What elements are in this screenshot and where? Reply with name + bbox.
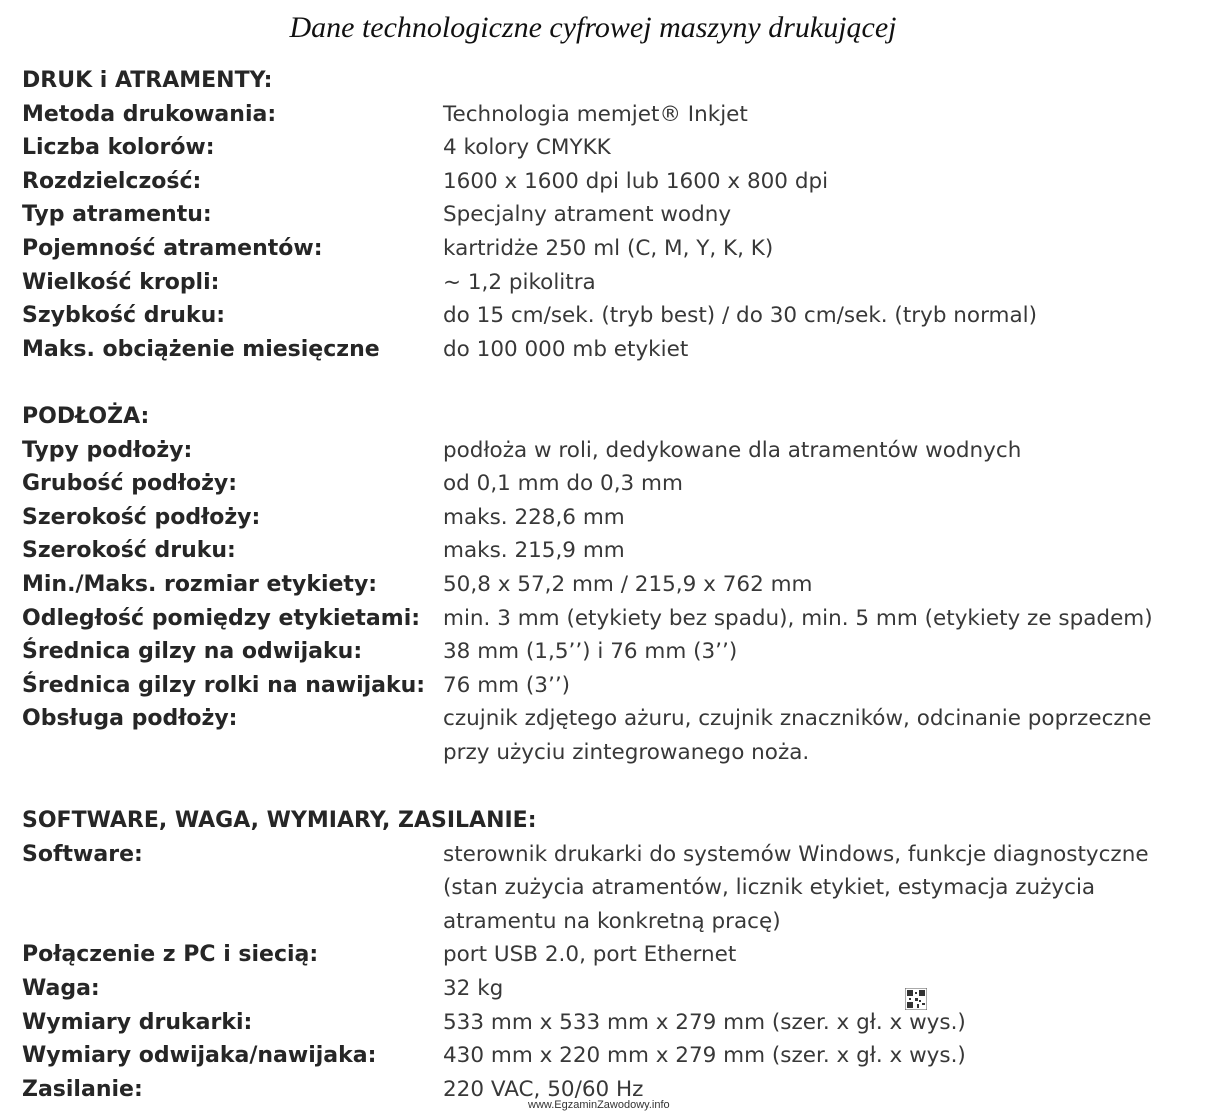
spec-label: Typy podłoży: [22,437,193,463]
spec-label: Wielkość kropli: [22,269,220,295]
spec-row-software [22,838,1192,939]
spec-value-line: maks. 215,9 mm [443,538,625,564]
spec-value-line: 4 kolory CMYKK [443,135,611,161]
spec-row-waga [22,972,1192,1006]
spec-value-line: maks. 228,6 mm [443,504,625,530]
spec-label: Wymiary drukarki: [22,1009,253,1035]
spec-label: Liczba kolorów: [22,135,215,161]
spec-value-line: podłoża w roli, dedykowane dla atramentów wodnych [443,437,1022,463]
spec-value-line: czujnik zdjętego ażuru, czujnik znaczników, odcinanie poprzeczne [443,706,1152,732]
spec-value-line: 1600 x 1600 dpi lub 1600 x 800 dpi [443,168,829,194]
spec-row-rozdzielczosc [22,165,1192,199]
spec-value-line: 76 mm (3’’) [443,672,571,698]
spec-label: Odległość pomiędzy etykietami: [22,605,421,631]
spec-label: Zasilanie: [22,1076,143,1102]
spec-value [443,938,1192,972]
spec-label: Obsługa podłoży: [22,706,238,732]
spec-value-line: od 0,1 mm do 0,3 mm [443,471,683,497]
spec-label: Software: [22,841,143,867]
spec-label: Średnica gilzy rolki na nawijaku: [22,672,426,698]
spec-value [443,972,1192,1006]
spec-value-line: (stan zużycia atramentów, licznik etykiet, estymacja zużycia [443,875,1096,901]
spec-row-szerokosc-podlozy [22,501,1192,535]
section-podloza [22,400,1192,770]
watermark-text: www.EgzaminZawodowy.info [528,1099,670,1111]
spec-row-metoda-drukowania [22,98,1192,132]
spec-row-typ-atramentu [22,198,1192,232]
spec-label: Typ atramentu: [22,202,212,228]
spec-value-line: 38 mm (1,5’’) i 76 mm (3’’) [443,639,738,665]
spec-value-line: do 15 cm/sek. (tryb best) / do 30 cm/sek. (tryb normal) [443,303,1038,329]
spec-label: Szerokość druku: [22,538,236,564]
section-software-waga-wymiary-zasilanie [22,804,1192,1106]
spec-value [443,568,1192,602]
spec-value-line: przy użyciu zintegrowanego noża. [443,739,810,765]
spec-value-line: ~ 1,2 pikolitra [443,269,596,295]
spec-row-wymiary-odwijaka [22,1039,1192,1073]
spec-row-grubosc-podlozy [22,467,1192,501]
spec-value [443,534,1192,568]
spec-row-rozmiar-etykiety [22,568,1192,602]
spec-value [443,98,1192,132]
spec-value [443,266,1192,300]
spec-label: Min./Maks. rozmiar etykiety: [22,571,378,597]
spec-label: Grubość podłoży: [22,471,238,497]
spec-row-polaczenie [22,938,1192,972]
spec-label: Rozdzielczość: [22,168,202,194]
spec-value [443,602,1192,636]
spec-label: Średnica gilzy na odwijaku: [22,639,363,665]
spec-value [443,501,1192,535]
spec-label: Waga: [22,975,100,1001]
spec-value [443,333,1192,367]
section-heading: PODŁOŻA: [22,404,150,429]
spec-row-odleglosc-etykiet [22,602,1192,636]
spec-row-srednica-gilzy-nawijak [22,669,1192,703]
spec-value-line: 32 kg [443,975,504,1001]
spec-value [443,1006,1192,1040]
spec-value-line: Specjalny atrament wodny [443,202,732,228]
spec-value-line: 220 VAC, 50/60 Hz [443,1076,644,1102]
spec-row-obsluga-podlozy [22,702,1192,769]
spec-value-line: 430 mm x 220 mm x 279 mm (szer. x gł. x wys.) [443,1043,966,1069]
spec-row-szerokosc-druku [22,534,1192,568]
spec-value [443,165,1192,199]
spec-value-line: do 100 000 mb etykiet [443,336,689,362]
spec-value [443,232,1192,266]
spec-value [443,434,1192,468]
spec-row-pojemnosc-atramentow [22,232,1192,266]
spec-value [443,467,1192,501]
spec-row-maks-obciazenie [22,333,1192,367]
spec-value [443,1039,1192,1073]
spec-value-line: port USB 2.0, port Ethernet [443,942,737,968]
spec-label: Pojemność atramentów: [22,235,323,261]
qr-code-icon [905,988,927,1010]
spec-row-wymiary-drukarki [22,1006,1192,1040]
spec-value [443,299,1192,333]
spec-row-szybkosc-druku [22,299,1192,333]
spec-row-typy-podlozy [22,434,1192,468]
spec-value [443,635,1192,669]
spec-label: Szerokość podłoży: [22,504,261,530]
spec-label: Metoda drukowania: [22,101,277,127]
section-heading: DRUK i ATRAMENTY: [22,68,273,93]
section-druk-atramenty [22,64,1192,366]
spec-row-liczba-kolorow [22,131,1192,165]
spec-value [443,702,1192,769]
spec-value [443,838,1192,939]
spec-row-wielkosc-kropli [22,266,1192,300]
spec-value [443,198,1192,232]
spec-value-line: min. 3 mm (etykiety bez spadu), min. 5 mm (etykiety ze spadem) [443,605,1153,631]
spec-value [443,669,1192,703]
spec-value-line: kartridże 250 ml (C, M, Y, K, K) [443,235,774,261]
spec-label: Maks. obciążenie miesięczne [22,336,380,362]
spec-value-line: 50,8 x 57,2 mm / 215,9 x 762 mm [443,571,813,597]
spec-label: Wymiary odwijaka/nawijaka: [22,1043,377,1069]
document-title: Dane technologiczne cyfrowej maszyny drukującej [289,11,897,44]
spec-value-line: Technologia memjet® Inkjet [443,101,748,127]
spec-label: Połączenie z PC i siecią: [22,942,319,968]
spec-value-line: atramentu na konkretną pracę) [443,908,781,934]
spec-row-srednica-gilzy-odwijak [22,635,1192,669]
section-heading: SOFTWARE, WAGA, WYMIARY, ZASILANIE: [22,808,537,833]
spec-value-line: 533 mm x 533 mm x 279 mm (szer. x gł. x wys.) [443,1009,966,1035]
spec-value [443,131,1192,165]
spec-label: Szybkość druku: [22,303,226,329]
spec-value-line: sterownik drukarki do systemów Windows, funkcje diagnostyczne [443,841,1149,867]
